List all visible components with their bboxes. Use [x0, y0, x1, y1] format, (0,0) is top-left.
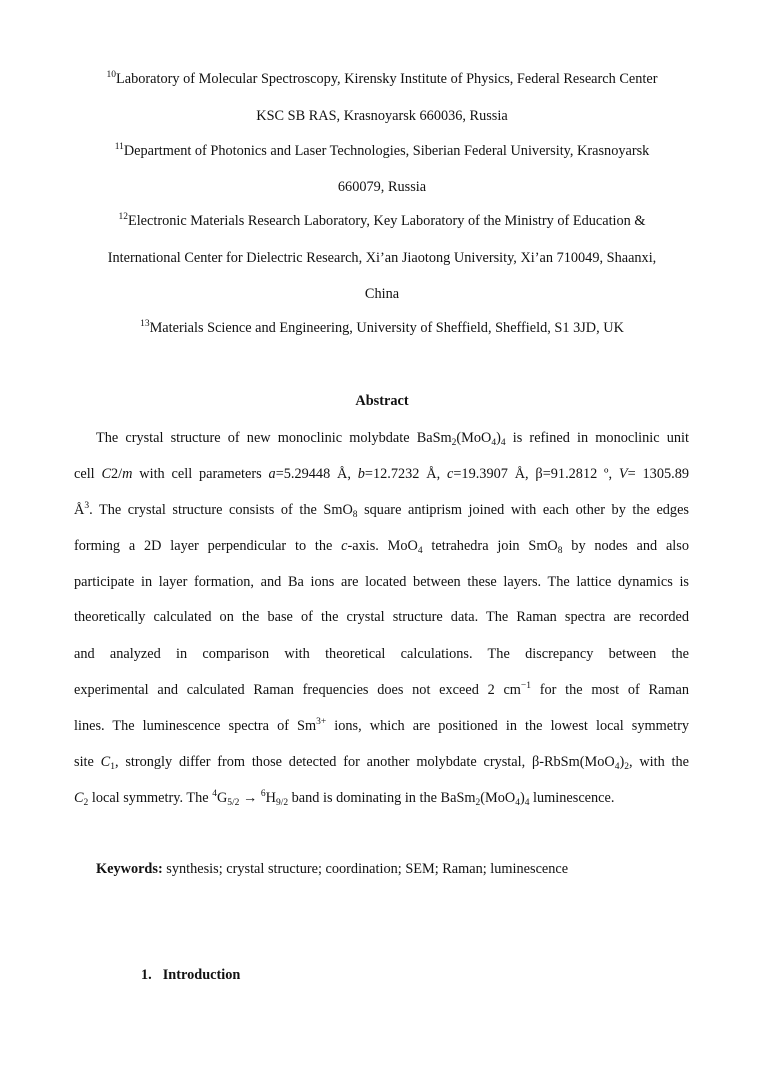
section-title: Introduction: [162, 967, 241, 983]
section-heading-introduction: [141, 965, 240, 985]
abstract-heading: Abstract: [355, 393, 409, 409]
affiliation-12: $^{12}$Electronic Materials Research Laboratory, Key Laboratory of the Ministry of Education &: [118, 212, 646, 229]
affiliation-11: $^{11}$Department of Photonics and Laser Technologies, Siberian Federal University, Krasnoyarsk: [114, 142, 650, 159]
affiliation-number: 10: [106, 70, 117, 80]
abstract-line-11: $C_2$ local symmetry. The $^4G_{5/2} \to ^6H_{9/2}$ band is dominating in the $BaSm_2(MoO_4)_4$ luminescence.: [74, 789, 615, 808]
keywords-label: Keywords:: [96, 861, 163, 877]
keywords-line: [96, 859, 568, 879]
section-number: 1.: [141, 967, 152, 983]
affiliation-13: $^{13}$Materials Science and Engineering, University of Sheffield, Sheffield, S1 3JD, UK: [140, 319, 624, 336]
affiliation-11-cont: 660079, Russia: [337, 179, 427, 195]
affiliation-number: 13: [140, 319, 150, 329]
abstract-line-6: theoretically calculated on the base of the crystal structure data. The Raman spectra are recorded: [74, 609, 689, 625]
abstract-line-4: forming a 2D layer perpendicular to the c-axis. MoO$_4$ tetrahedra join SmO$_8$ by nodes and also: [74, 538, 689, 556]
affiliation-10: $^{10}$Laboratory of Molecular Spectroscopy, Kirensky Institute of Physics, Federal Research Center: [106, 70, 658, 87]
abstract-line-1: The crystal structure of new monoclinic molybdate $BaSm_2(MoO_4)_4$ is refined in monoclinic unit: [96, 430, 689, 448]
abstract-line-5: participate in layer formation, and Ba ions are located between these layers. The lattice dynamics is: [74, 574, 689, 590]
abstract-line-8: experimental and calculated Raman frequencies does not exceed 2 $cm^{-1}$ for the most of Raman: [74, 681, 689, 698]
abstract-line-9: lines. The luminescence spectra of $Sm^{3+}$ ions, which are positioned in the lowest local symmetry: [74, 717, 689, 734]
abstract-line-7: and analyzed in comparison with theoretical calculations. The discrepancy between the: [74, 646, 689, 662]
affiliation-12-cont: International Center for Dielectric Research, Xi’an Jiaotong University, Xi’an 710049, Shaanxi,: [107, 250, 657, 266]
abstract-line-3: $Å^3$. The crystal structure consists of the SmO$_8$ square antiprism joined with each other by the edges: [74, 501, 689, 520]
affiliation-10-cont: KSC SB RAS, Krasnoyarsk 660036, Russia: [256, 108, 508, 124]
abstract-line-2: cell C2/m with cell parameters a=5.29448 Å, b=12.7232 Å, c=19.3907 Å, β=91.2812 º, V= 1305.89: [74, 466, 689, 482]
keywords-text: synthesis; crystal structure; coordination; SEM; Raman; luminescence: [162, 861, 569, 877]
affiliation-number: 11: [114, 142, 124, 152]
abstract-line-10: site $C_1$, strongly differ from those detected for another molybdate crystal, $\beta-RbSm(MoO_4)_2$, with the: [74, 754, 690, 772]
affiliation-12-cont2: China: [364, 286, 400, 302]
affiliation-number: 12: [118, 212, 128, 222]
